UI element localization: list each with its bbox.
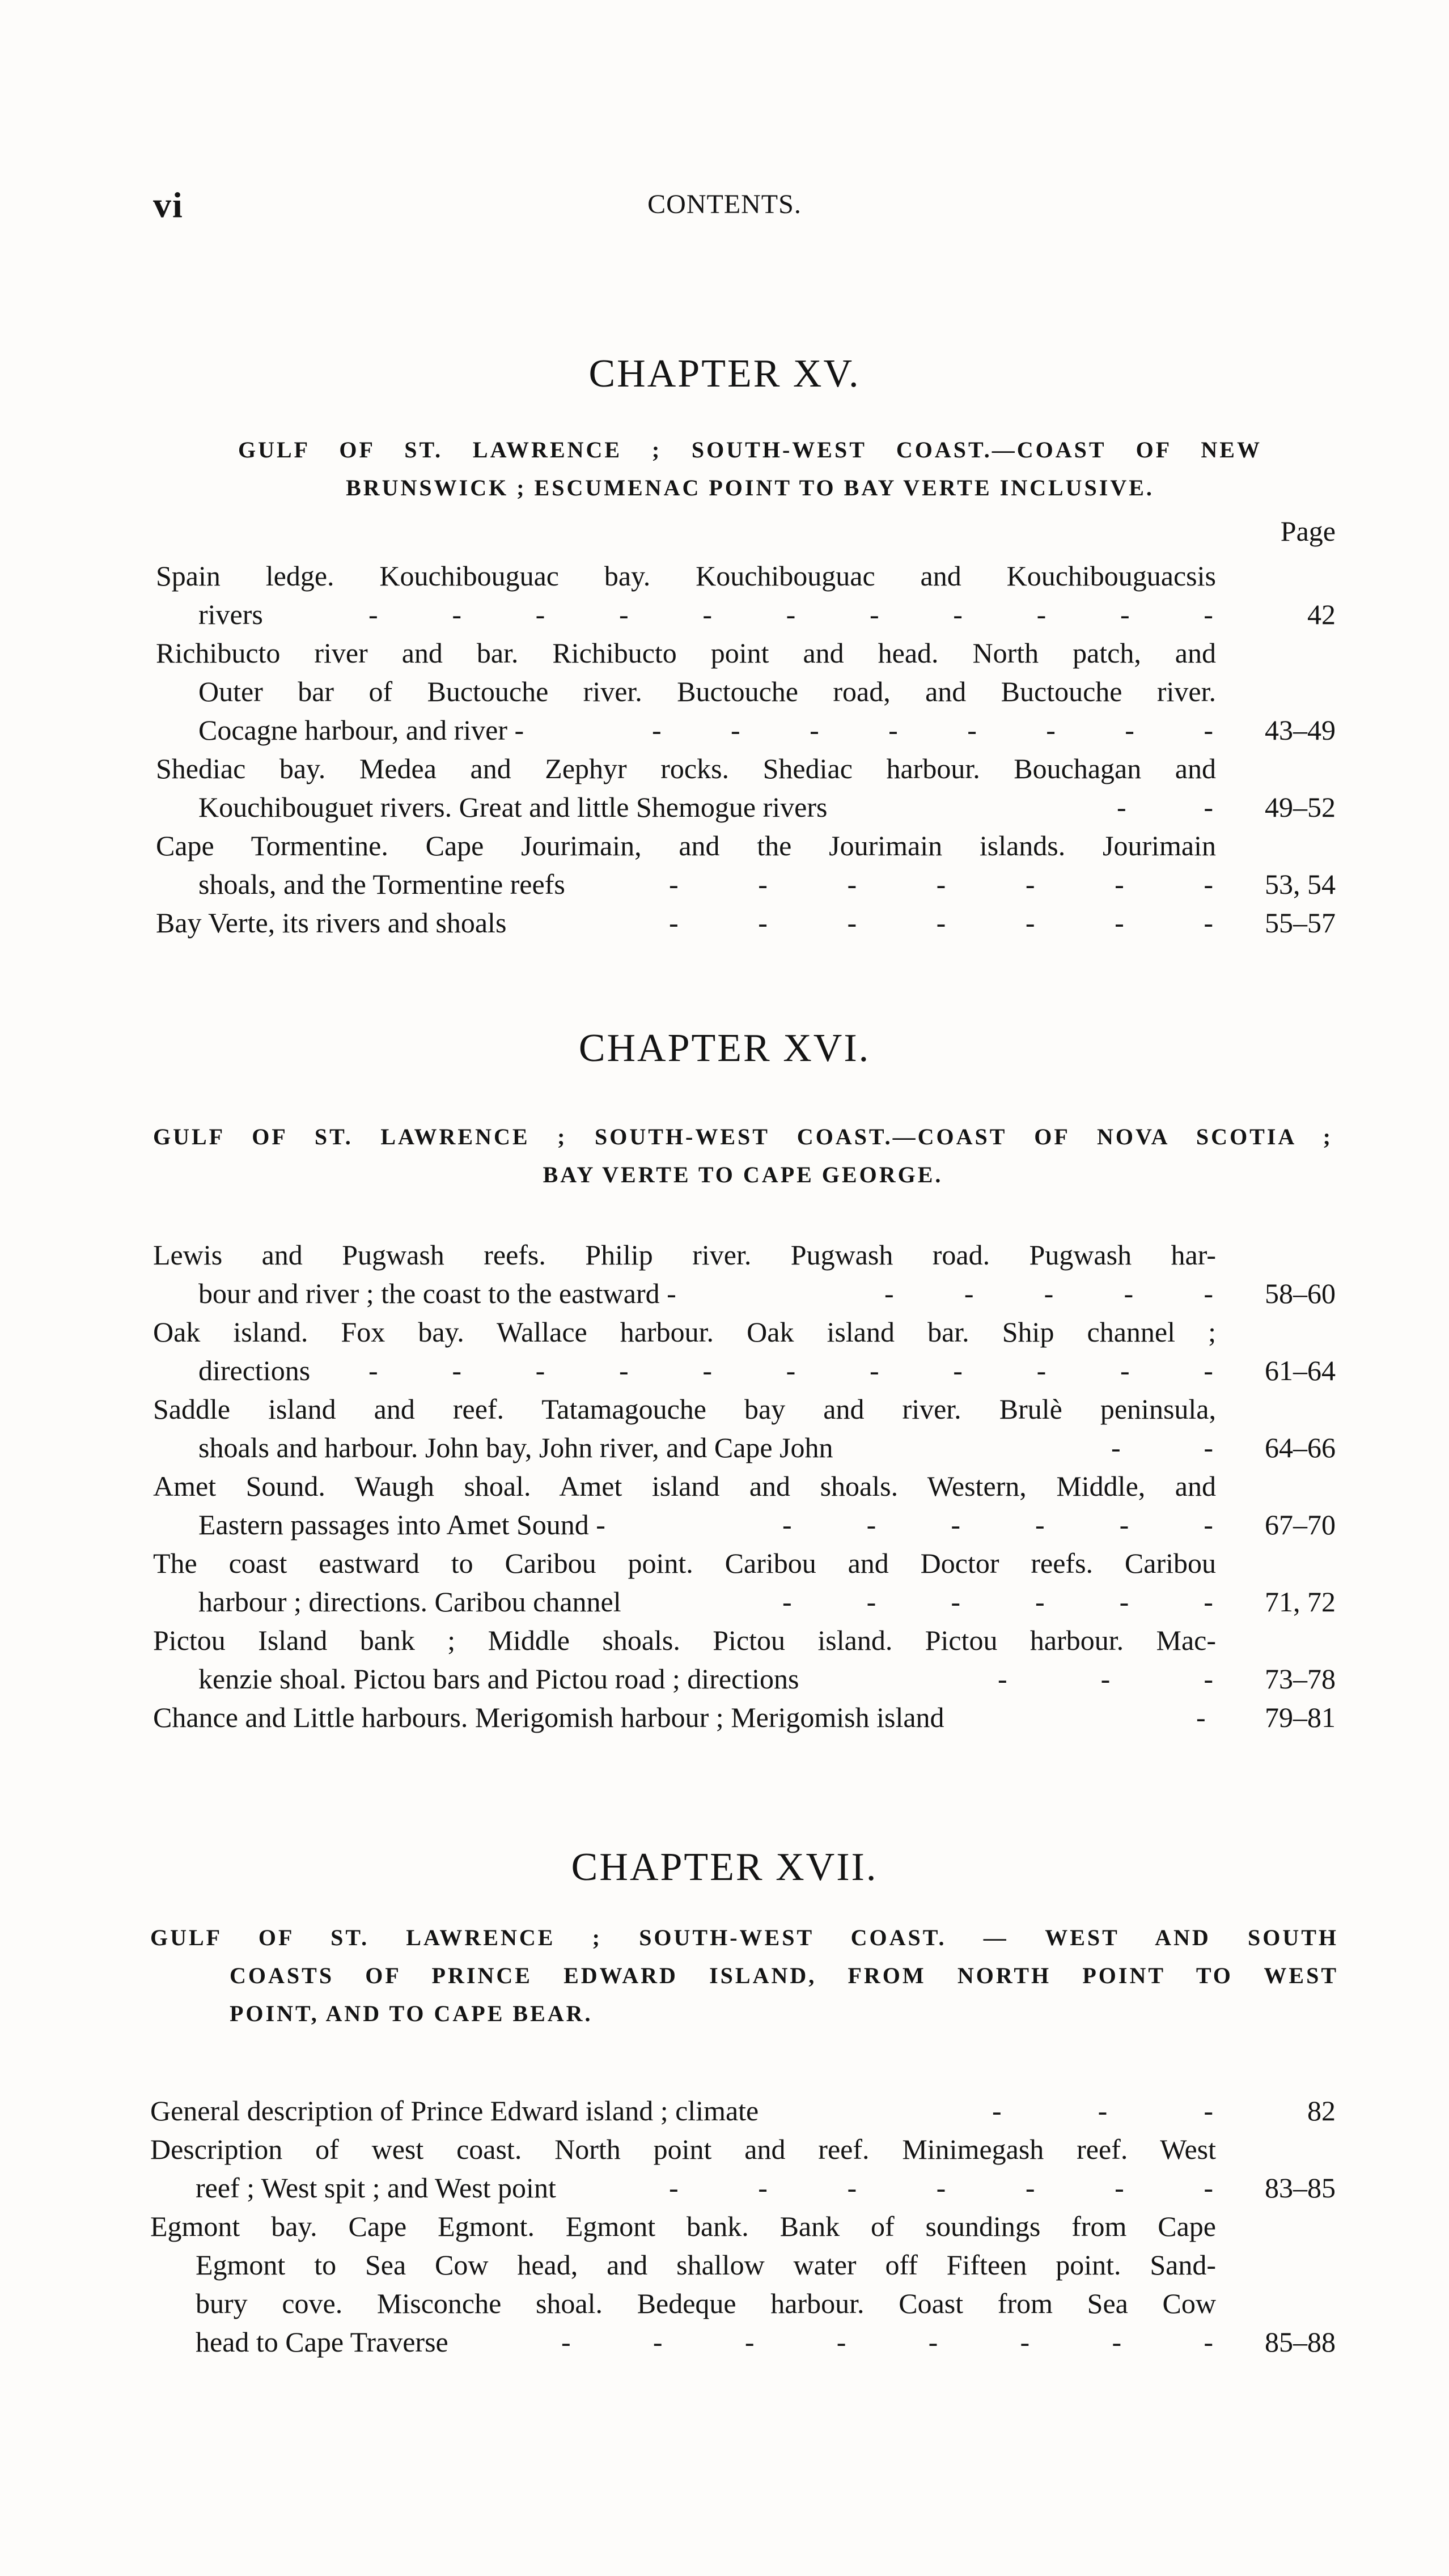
page-number: 71, 72	[1265, 1586, 1336, 1618]
page-number: 73–78	[1265, 1663, 1336, 1695]
chapter-title: CHAPTER XV.	[588, 352, 861, 396]
dot-leaders: - - - - - -	[782, 1509, 1213, 1540]
dot-leaders: - - - - - -	[782, 1586, 1213, 1618]
page-number: 83–85	[1265, 2172, 1336, 2204]
dot-leaders: - - - - - - - - - - -	[368, 599, 1213, 630]
entry-line: Spain ledge. Kouchibouguac bay. Kouchibouguac and Kouchibouguacsis	[156, 560, 1216, 592]
entry-line: Cocagne harbour, and river -	[198, 714, 524, 746]
page-number: 64–66	[1265, 1432, 1336, 1463]
entry-line: Outer bar of Buctouche river. Buctouche road, and Buctouche river.	[198, 676, 1216, 707]
page-number: 58–60	[1265, 1278, 1336, 1309]
entry-line: Lewis and Pugwash reefs. Philip river. Pugwash road. Pugwash har-	[153, 1239, 1216, 1271]
entry-line: Egmont to Sea Cow head, and shallow water off Fifteen point. Sand-	[196, 2249, 1216, 2281]
page-number: 61–64	[1265, 1355, 1336, 1386]
entry-line: bury cove. Misconche shoal. Bedeque harbour. Coast from Sea Cow	[196, 2288, 1216, 2319]
subtitle-line: BAY VERTE TO CAPE GEORGE.	[543, 1162, 943, 1187]
entry-line: head to Cape Traverse	[196, 2326, 448, 2358]
contents-entry	[0, 749, 1449, 826]
chapter-subtitle	[0, 431, 1449, 507]
contents-entry	[0, 2207, 1449, 2361]
entry-line: shoals and harbour. John bay, John river, and Cape John	[198, 1432, 833, 1463]
contents-entry	[0, 1621, 1449, 1698]
entry-line: Egmont bay. Cape Egmont. Egmont bank. Bank of soundings from Cape	[150, 2210, 1216, 2242]
contents-entry	[0, 826, 1449, 903]
dot-leaders: - -	[1117, 791, 1213, 823]
contents-entry	[0, 2130, 1449, 2207]
entry-line: rivers	[198, 599, 263, 630]
chapter-xvi-entries	[0, 1236, 1449, 1737]
dot-leaders: - - - - - - -	[669, 907, 1213, 939]
dot-leaders: - -	[1111, 1432, 1213, 1463]
page-number: 55–57	[1265, 907, 1336, 939]
dot-leaders: - - - - - - - -	[652, 714, 1213, 746]
chapter-subtitle	[0, 1919, 1449, 2032]
page-number: 49–52	[1265, 791, 1336, 823]
dot-leaders: - - - - - - -	[669, 2172, 1213, 2204]
chapter-subtitle	[0, 1118, 1449, 1194]
contents-entry	[0, 1467, 1449, 1544]
contents-entry	[0, 1390, 1449, 1467]
contents-entry	[0, 557, 1449, 634]
subtitle-line: GULF OF ST. LAWRENCE ; SOUTH-WEST COAST.—COAST OF NEW	[238, 437, 1262, 462]
page-number: 42	[1307, 599, 1336, 630]
running-title: CONTENTS.	[647, 189, 802, 219]
chapter-title: CHAPTER XVI.	[578, 1026, 871, 1070]
entry-line: Pictou Island bank ; Middle shoals. Pictou island. Pictou harbour. Mac-	[153, 1624, 1216, 1656]
subtitle-line: COASTS OF PRINCE EDWARD ISLAND, FROM NORTH POINT TO WEST	[230, 1963, 1338, 1988]
subtitle-line: GULF OF ST. LAWRENCE ; SOUTH-WEST COAST.—COAST OF NOVA SCOTIA ;	[153, 1124, 1333, 1149]
page-number: 43–49	[1265, 714, 1336, 746]
entry-line: Bay Verte, its rivers and shoals	[156, 907, 507, 939]
chapter-xvii	[0, 1845, 1449, 2032]
page-number: 82	[1307, 2095, 1336, 2127]
chapter-xvii-entries	[0, 2091, 1449, 2361]
contents-entry	[0, 2091, 1449, 2130]
entry-line: Oak island. Fox bay. Wallace harbour. Oak island bar. Ship channel ;	[153, 1316, 1216, 1348]
subtitle-line: BRUNSWICK ; ESCUMENAC POINT TO BAY VERTE INCLUSIVE.	[346, 475, 1154, 500]
chapter-xvi	[0, 1026, 1449, 1194]
entry-line: reef ; West spit ; and West point	[196, 2172, 556, 2204]
contents-entry	[0, 634, 1449, 749]
contents-entry	[0, 1698, 1449, 1737]
entry-line: Description of west coast. North point and reef. Minimegash reef. West	[150, 2133, 1216, 2165]
entry-line: General description of Prince Edward island ; climate	[150, 2095, 759, 2127]
entry-line: directions	[198, 1355, 311, 1386]
entry-line: The coast eastward to Caribou point. Caribou and Doctor reefs. Caribou	[153, 1547, 1216, 1579]
entry-line: harbour ; directions. Caribou channel	[198, 1586, 621, 1618]
entry-line: Eastern passages into Amet Sound -	[198, 1509, 605, 1540]
dot-leaders: - - - - - - - - - - -	[368, 1355, 1213, 1386]
entry-line: Amet Sound. Waugh shoal. Amet island and shoals. Western, Middle, and	[153, 1470, 1216, 1502]
entry-line: shoals, and the Tormentine reefs	[198, 868, 565, 900]
contents-entry	[0, 903, 1449, 942]
dot-leaders: - - -	[998, 1663, 1213, 1695]
entry-line: Shediac bay. Medea and Zephyr rocks. Shediac harbour. Bouchagan and	[156, 753, 1216, 784]
dot-leaders: - - - - - - - -	[561, 2326, 1213, 2358]
dot-leaders: - - - - - - -	[669, 868, 1213, 900]
contents-entry	[0, 1236, 1449, 1313]
page-number: 53, 54	[1265, 868, 1336, 900]
chapter-xv-entries	[0, 557, 1449, 942]
entry-line: Saddle island and reef. Tatamagouche bay and river. Brulè peninsula,	[153, 1393, 1216, 1425]
entry-line: Richibucto river and bar. Richibucto point and head. North patch, and	[156, 637, 1216, 669]
page-folio: vi	[153, 185, 184, 225]
chapter-xv	[0, 351, 1449, 507]
contents-entry	[0, 1544, 1449, 1621]
running-head	[0, 184, 1449, 230]
dot-leaders: -	[1196, 1701, 1206, 1733]
page-column-label: Page	[1280, 515, 1336, 547]
entry-line: bour and river ; the coast to the eastward -	[198, 1278, 676, 1309]
page-number: 85–88	[1265, 2326, 1336, 2358]
contents-entry	[0, 1313, 1449, 1390]
entry-line: Chance and Little harbours. Merigomish harbour ; Merigomish island	[153, 1701, 944, 1733]
entry-line: Kouchibouguet rivers. Great and little Shemogue rivers	[198, 791, 828, 823]
page-number: 79–81	[1265, 1701, 1336, 1733]
chapter-title: CHAPTER XVII.	[571, 1845, 878, 1889]
dot-leaders: - - -	[992, 2095, 1213, 2127]
entry-line: Cape Tormentine. Cape Jourimain, and the Jourimain islands. Jourimain	[156, 830, 1216, 862]
page-number: 67–70	[1265, 1509, 1336, 1540]
dot-leaders: - - - - -	[884, 1278, 1213, 1309]
subtitle-line: GULF OF ST. LAWRENCE ; SOUTH-WEST COAST. — WEST AND SOUTH	[150, 1925, 1338, 1950]
entry-line: kenzie shoal. Pictou bars and Pictou road ; directions	[198, 1663, 799, 1695]
subtitle-line: POINT, AND TO CAPE BEAR.	[230, 2001, 593, 2026]
